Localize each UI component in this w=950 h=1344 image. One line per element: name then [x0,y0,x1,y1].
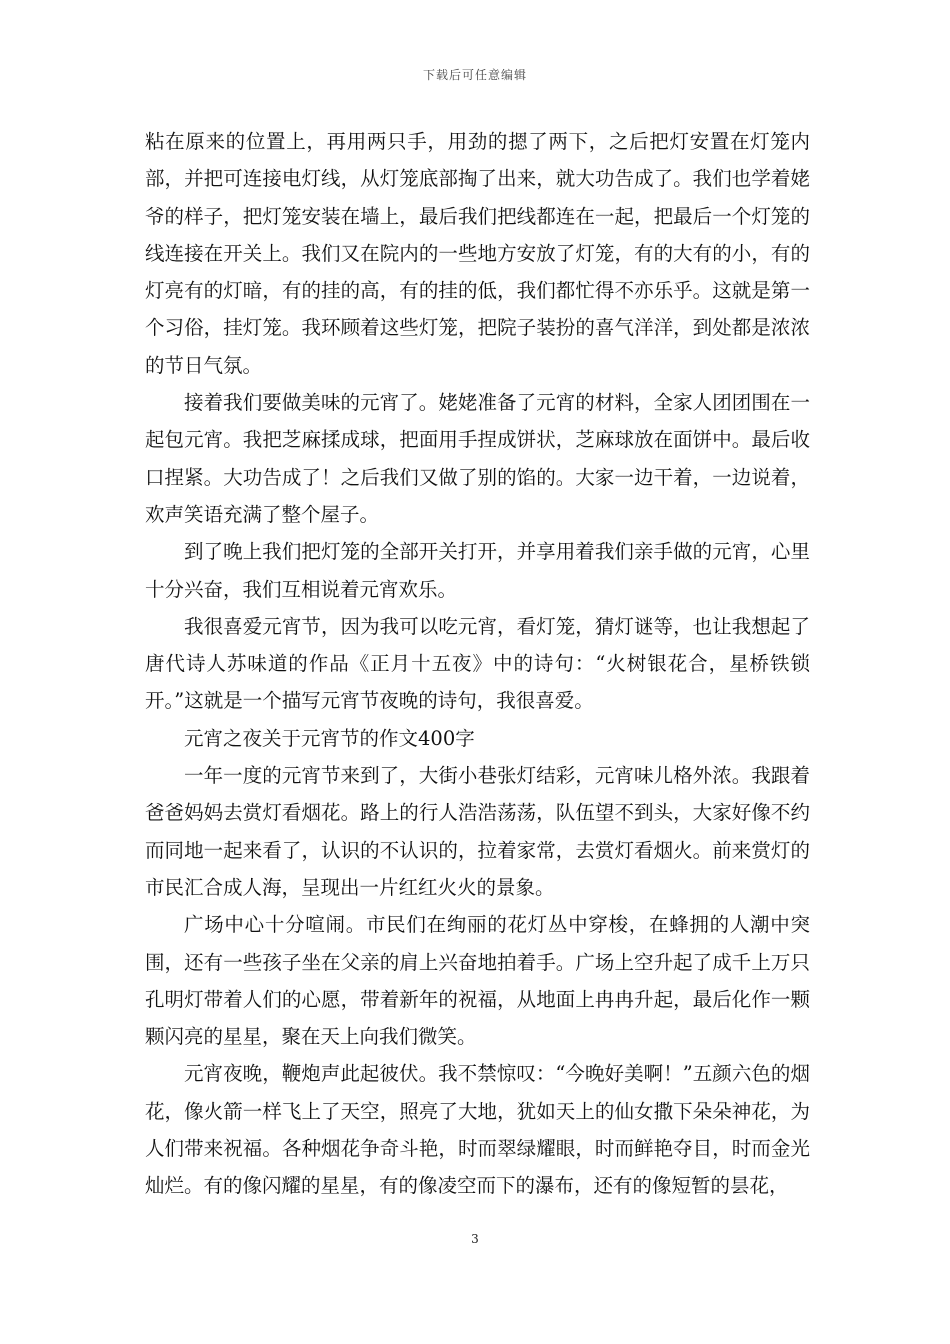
page-number: 3 [471,1232,479,1246]
page-header: 下载后可任意编辑 [422,68,527,82]
paragraph-festival-arrives: 一年一度的元宵节来到了，大街小巷张灯结彩，元宵味儿格外浓。我跟着爸爸妈妈去赏灯看烟花。路上的行人浩浩荡荡，队伍望不到头，大家好像不约而同地一起来看了，认识的不认识的，拉着家常，去赏灯看烟火。前来赏灯的市民汇合成人海，呈现出一片红红火火的景象。 [145,764,810,899]
paragraph-evening-lights: 到了晚上我们把灯笼的全部开关打开，并享用着我们亲手做的元宵，心里十分兴奋，我们互相说着元宵欢乐。 [145,540,810,601]
paragraph-fireworks: 元宵夜晚，鞭炮声此起彼伏。我不禁惊叹：“今晚好美啊！”五颜六色的烟花，像火箭一样飞上了天空，照亮了大地，犹如天上的仙女撒下朵朵神花，为人们带来祝福。各种烟花争奇斗艳，时而翠绿耀眼，时而鲜艳夺目，时而金光灿烂。有的像闪耀的星星，有的像凌空而下的瀑布，还有的像短暂的昙花， [145,1062,810,1198]
essay-title: 元宵之夜关于元宵节的作文400字 [184,726,475,750]
paragraph-love-festival: 我很喜爱元宵节，因为我可以吃元宵，看灯笼，猜灯谜等，也让我想起了唐代诗人苏味道的作品《正月十五夜》中的诗句：“火树银花合，星桥铁锁开。”这就是一个描写元宵节夜晚的诗句，我很喜爱。 [145,614,810,713]
paragraph-hanging-lanterns: 粘在原来的位置上，再用两只手，用劲的摁了两下，之后把灯安置在灯笼内部，并把可连接电灯线，从灯笼底部掏了出来，就大功告成了。我们也学着姥爷的样子，把灯笼安装在墙上，最后我们把线都连在一起，把最后一个灯笼的线连接在开关上。我们又在院内的一些地方安放了灯笼，有的大有的小，有的灯亮有的灯暗，有的挂的高，有的挂的低，我们都忙得不亦乐乎。这就是第一个习俗，挂灯笼。我环顾着这些灯笼，把院子装扮的喜气洋洋，到处都是浓浓的节日气氛。 [145,130,810,377]
paragraph-square-center: 广场中心十分喧闹。市民们在绚丽的花灯丛中穿梭，在蜂拥的人潮中突围，还有一些孩子坐在父亲的肩上兴奋地拍着手。广场上空升起了成千上万只孔明灯带着人们的心愿，带着新年的祝福，从地面上冉冉升起，最后化作一颗颗闪亮的星星，聚在天上向我们微笑。 [145,913,810,1049]
paragraph-making-yuanxiao: 接着我们要做美味的元宵了。姥姥准备了元宵的材料，全家人团团围在一起包元宵。我把芝麻揉成球，把面用手捏成饼状，芝麻球放在面饼中。最后收口捏紧。大功告成了！之后我们又做了别的馅的。大家一边干着，一边说着，欢声笑语充满了整个屋子。 [145,391,810,526]
document-body [145,123,810,1205]
